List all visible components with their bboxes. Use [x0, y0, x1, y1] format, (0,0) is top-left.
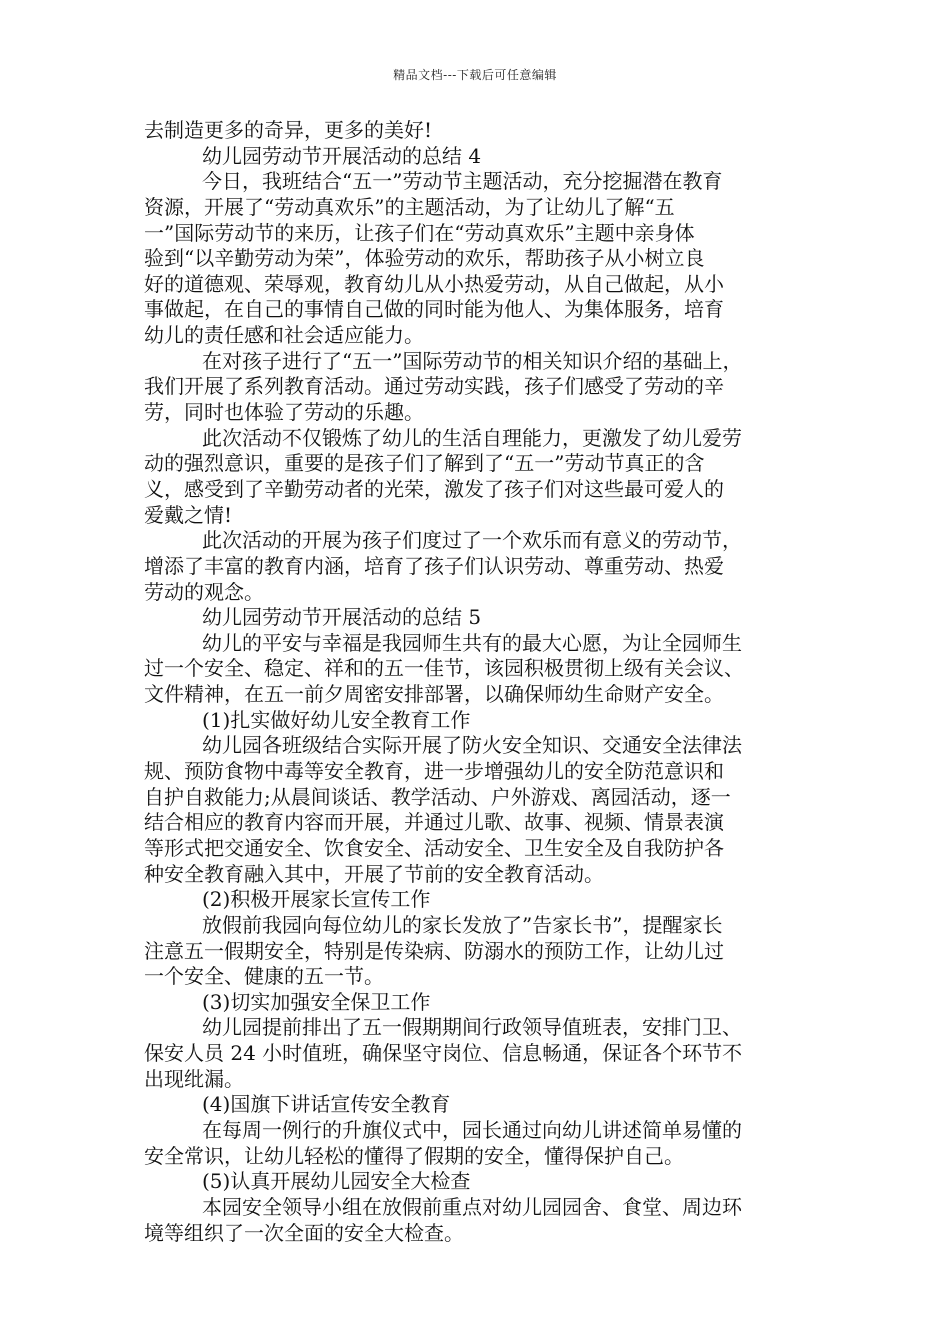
- text-line: 本园安全领导小组在放假前重点对幼儿园园舍、食堂、周边环: [202, 1194, 742, 1219]
- text-line: 好的道德观、荣辱观，教育幼儿从小热爱劳动，从自己做起，从小: [144, 271, 724, 296]
- text-line: (3)切实加强安全保卫工作: [202, 989, 431, 1014]
- text-line: 幼儿的责任感和社会适应能力。: [144, 323, 424, 348]
- text-line: 幼儿园劳动节开展活动的总结 4: [202, 143, 482, 168]
- text-line: 幼儿园各班级结合实际开展了防火安全知识、交通安全法律法: [202, 733, 742, 758]
- text-line: 一个安全、健康的五一节。: [144, 964, 384, 989]
- text-line: 今日，我班结合“五一”劳动节主题活动，充分挖掘潜在教育: [202, 169, 723, 194]
- text-line: 劳动的观念。: [144, 579, 264, 604]
- text-line: 在每周一例行的升旗仪式中，园长通过向幼儿讲述简单易懂的: [202, 1117, 742, 1142]
- text-line: 此次活动不仅锻炼了幼儿的生活自理能力，更激发了幼儿爱劳: [202, 425, 742, 450]
- text-line: 验到“以辛勤劳动为荣”，体验劳动的欢乐，帮助孩子从小树立良: [144, 246, 705, 271]
- text-line: 幼儿园提前排出了五一假期期间行政领导值班表，安排门卫、: [202, 1015, 742, 1040]
- text-line: 此次活动的开展为孩子们度过了一个欢乐而有意义的劳动节，: [202, 528, 742, 553]
- text-line: 出现纰漏。: [144, 1066, 244, 1091]
- text-line: 爱戴之情!: [144, 502, 233, 527]
- text-line: 规、预防食物中毒等安全教育，进一步增强幼儿的安全防范意识和: [144, 759, 724, 784]
- text-line: 境等组织了一次全面的安全大检查。: [144, 1220, 464, 1245]
- text-line: 在对孩子进行了“五一”国际劳动节的相关知识介绍的基础上，: [202, 348, 743, 373]
- text-line: (4)国旗下讲话宣传安全教育: [202, 1092, 451, 1117]
- text-line: 过一个安全、稳定、祥和的五一佳节，该园积极贯彻上级有关会议、: [144, 656, 744, 681]
- document-body: [144, 118, 812, 1246]
- text-line: 幼儿园劳动节开展活动的总结 5: [202, 605, 482, 630]
- text-line: 结合相应的教育内容而开展，并通过儿歌、故事、视频、情景表演: [144, 810, 724, 835]
- text-line: 种安全教育融入其中，开展了节前的安全教育活动。: [144, 861, 604, 886]
- text-line: 等形式把交通安全、饮食安全、活动安全、卫生安全及自我防护各: [144, 835, 724, 860]
- text-line: 放假前我园向每位幼儿的家长发放了”告家长书”，提醒家长: [202, 912, 723, 937]
- text-line: 动的强烈意识，重要的是孩子们了解到了“五一”劳动节真正的含: [144, 451, 705, 476]
- text-line: (1)扎实做好幼儿安全教育工作: [202, 707, 471, 732]
- text-line: 注意五一假期安全，特别是传染病、防溺水的预防工作，让幼儿过: [144, 938, 724, 963]
- text-line: 义，感受到了辛勤劳动者的光荣，激发了孩子们对这些最可爱人的: [144, 476, 724, 501]
- text-line: 资源，开展了“劳动真欢乐”的主题活动，为了让幼儿了解“五: [144, 194, 675, 219]
- text-line: 劳，同时也体验了劳动的乐趣。: [144, 400, 424, 425]
- text-line: 自护自救能力;从晨间谈话、教学活动、户外游戏、离园活动，逐一: [144, 784, 731, 809]
- text-line: 去制造更多的奇异，更多的美好!: [144, 118, 433, 142]
- text-line: 安全常识，让幼儿轻松的懂得了假期的安全，懂得保护自己。: [144, 1143, 684, 1168]
- text-line: 幼儿的平安与幸福是我园师生共有的最大心愿，为让全园师生: [202, 630, 742, 655]
- text-line: 保安人员 24 小时值班，确保坚守岗位、信息畅通，保证各个环节不: [144, 1041, 743, 1066]
- text-line: 文件精神，在五一前夕周密安排部署，以确保师幼生命财产安全。: [144, 682, 724, 707]
- text-line: (2)积极开展家长宣传工作: [202, 887, 431, 912]
- text-line: 一”国际劳动节的来历，让孩子们在“劳动真欢乐”主题中亲身体: [144, 220, 695, 245]
- text-line: 我们开展了系列教育活动。通过劳动实践，孩子们感受了劳动的辛: [144, 374, 724, 399]
- text-line: 增添了丰富的教育内涵，培育了孩子们认识劳动、尊重劳动、热爱: [144, 553, 724, 578]
- text-line: (5)认真开展幼儿园安全大检查: [202, 1169, 471, 1194]
- page-header: 精品文档---下载后可任意编辑: [393, 68, 557, 82]
- text-line: 事做起，在自己的事情自己做的同时能为他人、为集体服务，培育: [144, 297, 724, 322]
